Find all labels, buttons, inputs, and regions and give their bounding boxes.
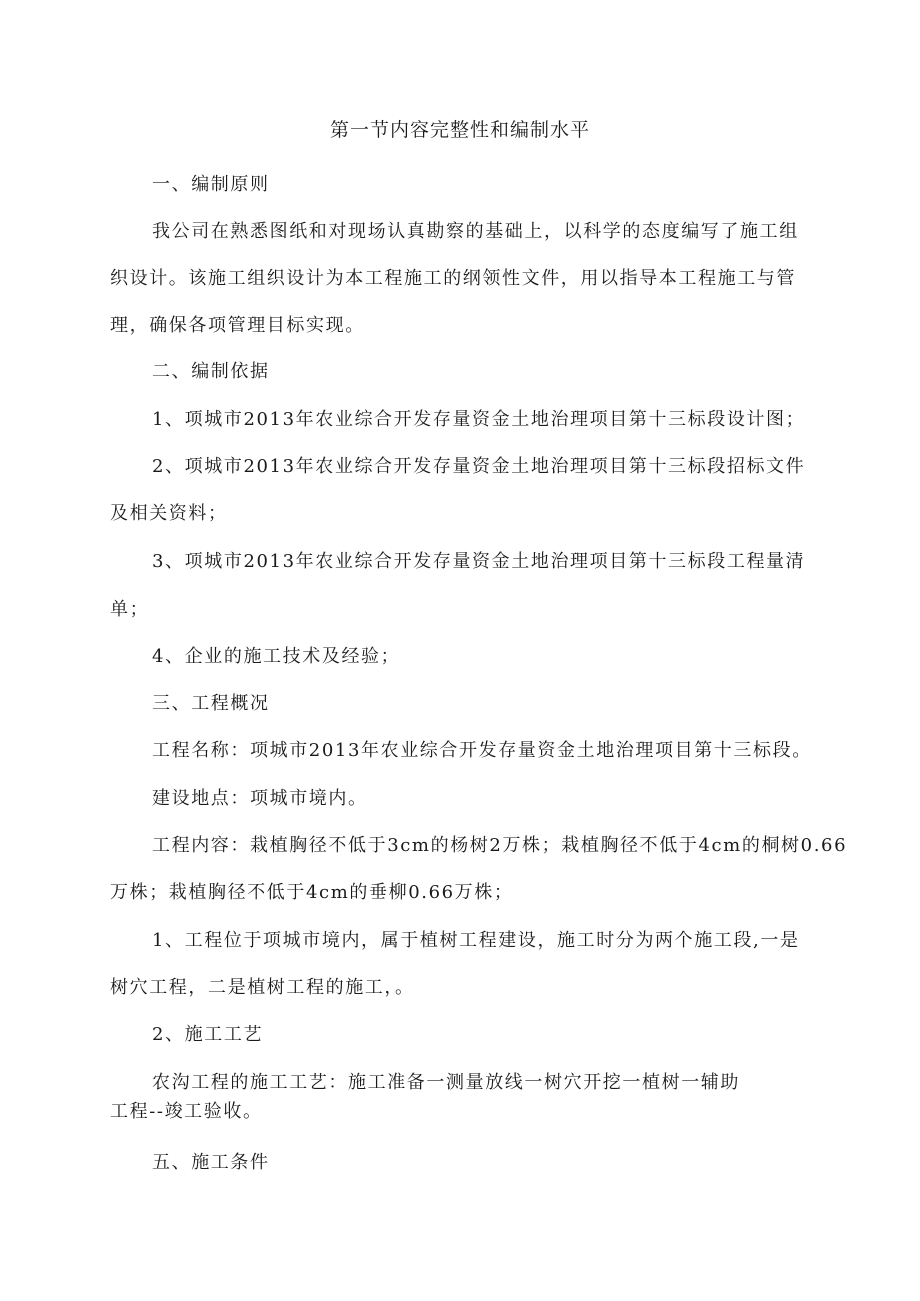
list-item-continuation: 单； xyxy=(110,599,150,620)
page-title: 第一节内容完整性和编制水平 xyxy=(329,119,590,141)
subheading-construction-process: 2、施工工艺 xyxy=(152,1024,264,1045)
section-heading-basis: 二、编制依据 xyxy=(152,361,270,382)
paragraph-line: 工程--竣工验收。 xyxy=(110,1101,263,1122)
project-content-line: 工程内容：栽植胸径不低于3cm的杨树2万株；栽植胸径不低于4cm的桐树0.66 xyxy=(152,835,848,856)
paragraph-line: 农沟工程的施工工艺：施工准备一测量放线一树穴开挖一植树一辅助 xyxy=(152,1072,740,1093)
list-item-continuation: 及相关资料； xyxy=(110,503,228,524)
paragraph-line: 1、工程位于项城市境内，属于植树工程建设，施工时分为两个施工段,一是 xyxy=(152,930,800,951)
paragraph-line: 我公司在熟悉图纸和对现场认真勘察的基础上，以科学的态度编写了施工组 xyxy=(152,221,799,242)
list-item: 3、项城市2013年农业综合开发存量资金土地治理项目第十三标段工程量清 xyxy=(152,551,806,572)
list-item: 1、项城市2013年农业综合开发存量资金土地治理项目第十三标段设计图； xyxy=(152,409,806,430)
section-heading-overview: 三、工程概况 xyxy=(152,693,270,714)
paragraph-line: 理，确保各项管理目标实现。 xyxy=(110,315,365,336)
paragraph-line: 树穴工程，二是植树工程的施工，。 xyxy=(110,977,415,998)
list-item: 2、项城市2013年农业综合开发存量资金土地治理项目第十三标段招标文件 xyxy=(152,456,806,477)
paragraph-line: 织设计。该施工组织设计为本工程施工的纲领性文件，用以指导本工程施工与管 xyxy=(110,268,796,289)
section-heading-conditions: 五、施工条件 xyxy=(152,1152,270,1173)
project-content-continuation: 万株；栽植胸径不低于4cm的垂柳0.66万株； xyxy=(110,882,514,903)
project-location-line: 建设地点：项城市境内。 xyxy=(152,788,368,809)
section-heading-principles: 一、编制原则 xyxy=(152,174,270,195)
project-name-line: 工程名称：项城市2013年农业综合开发存量资金土地治理项目第十三标段。 xyxy=(152,740,812,761)
list-item: 4、企业的施工技术及经验； xyxy=(152,646,401,667)
